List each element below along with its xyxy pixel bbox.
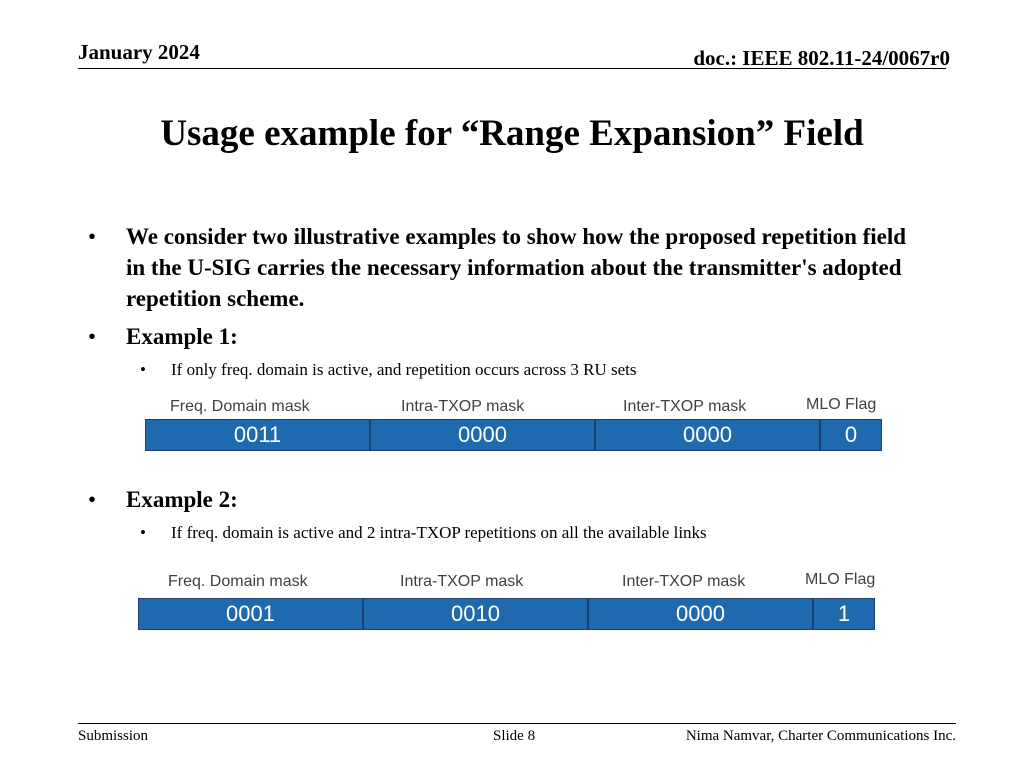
label-inter-txop-mask-1: Inter-TXOP mask xyxy=(623,398,747,415)
sub-bullet-example-2-text: If freq. domain is active and 2 intra-TXOP repetitions on all the available links xyxy=(171,523,707,542)
field-cell-inter-txop-1: 0000 xyxy=(596,420,821,450)
bullet-intro-text: We consider two illustrative examples to show how the proposed repetition field in the U-SIG carries the necessary information about the transmitter's adopted repetition scheme. xyxy=(126,224,907,311)
sub-bullet-example-1 xyxy=(140,359,637,381)
field-row-example-1 xyxy=(145,419,882,451)
label-mlo-flag-2: MLO Flag xyxy=(805,571,876,588)
bullet-dot: • xyxy=(88,224,97,249)
header-date: January 2024 xyxy=(78,40,200,64)
footer-submission: Submission xyxy=(78,728,149,744)
bullet-dot: • xyxy=(88,487,97,512)
field-cell-freq-domain-1: 0011 xyxy=(146,420,371,450)
label-intra-txop-mask-1: Intra-TXOP mask xyxy=(401,398,525,415)
field-cell-mlo-flag-1: 0 xyxy=(844,422,858,447)
bullet-intro xyxy=(88,221,926,314)
bullet-example-2-text: Example 2: xyxy=(126,487,238,512)
label-inter-txop-mask-2: Inter-TXOP mask xyxy=(622,573,746,590)
header-divider xyxy=(78,68,946,69)
field-cell-inter-txop-2: 0000 xyxy=(589,599,814,629)
footer-slide-number: Slide 8 xyxy=(493,728,536,744)
slide-title: Usage example for “Range Expansion” Field xyxy=(160,113,864,154)
field-cell-intra-txop-1: 0000 xyxy=(371,420,596,450)
label-mlo-flag-1: MLO Flag xyxy=(806,396,877,413)
footer-author: Nima Namvar, Charter Communications Inc. xyxy=(685,728,956,744)
field-cell-mlo-flag-2: 1 xyxy=(837,601,851,626)
field-cell-freq-domain-2: 0001 xyxy=(139,599,364,629)
header-doc-id: doc.: IEEE 802.11-24/0067r0 xyxy=(693,46,950,70)
bullet-dot: • xyxy=(88,324,97,349)
bullet-example-1 xyxy=(88,321,238,352)
label-freq-domain-mask-2: Freq. Domain mask xyxy=(168,573,308,590)
bullet-example-2 xyxy=(88,484,238,515)
sub-bullet-dot: • xyxy=(140,360,146,379)
sub-bullet-example-2 xyxy=(140,522,707,544)
label-intra-txop-mask-2: Intra-TXOP mask xyxy=(400,573,524,590)
field-cell-intra-txop-2: 0010 xyxy=(364,599,589,629)
footer-divider xyxy=(78,723,956,724)
bullet-example-1-text: Example 1: xyxy=(126,324,238,349)
label-freq-domain-mask-1: Freq. Domain mask xyxy=(170,398,310,415)
sub-bullet-example-1-text: If only freq. domain is active, and repetition occurs across 3 RU sets xyxy=(171,360,637,379)
sub-bullet-dot: • xyxy=(140,523,146,542)
field-row-example-2 xyxy=(138,598,875,630)
